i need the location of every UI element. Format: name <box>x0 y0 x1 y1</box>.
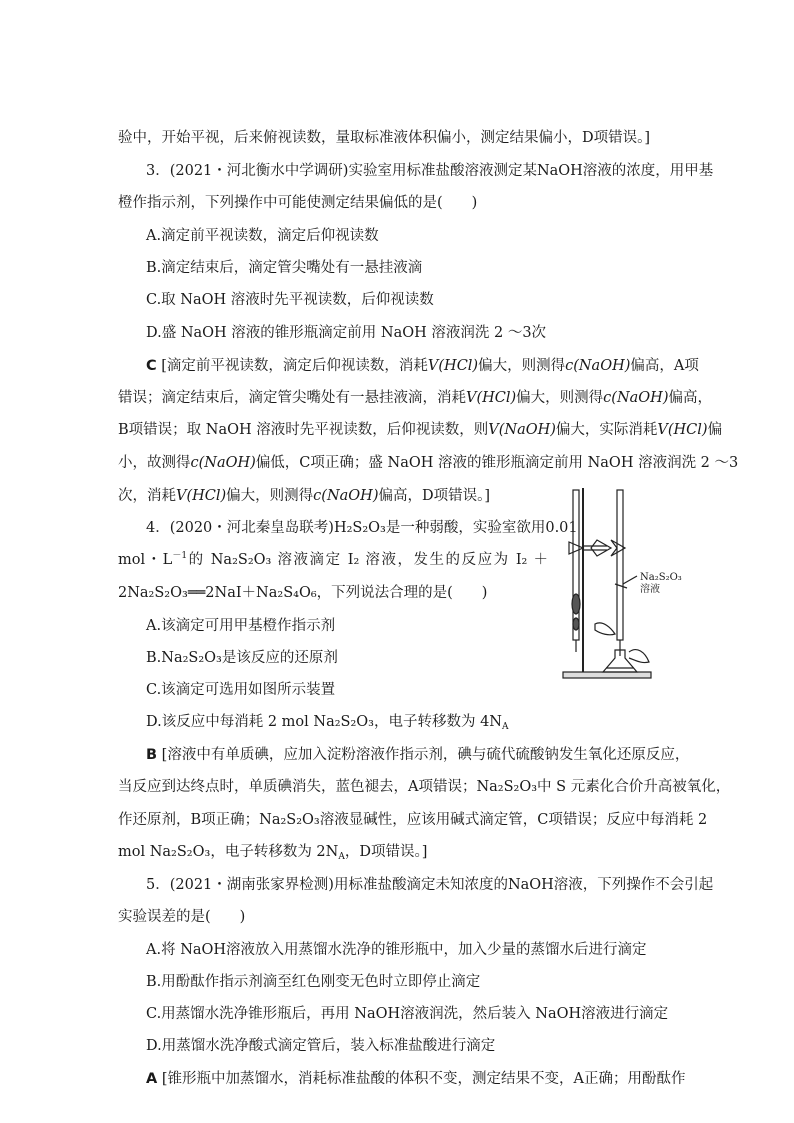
q3-option-a: A.滴定前平视读数，滴定后仰视读数 <box>146 228 379 244</box>
intro-tail-line: 验中，开始平视，后来俯视读数，量取标准液体积偏小，测定结果偏小，D项错误。] <box>118 130 651 146</box>
figure-label: Na₂S₂O₃ 溶液 <box>640 572 682 595</box>
q4-explanation-line-3: 作还原剂，B项正确；Na₂S₂O₃溶液显碱性，应该用碱式滴定管，C项错误；反应中每消耗 2 <box>118 812 708 828</box>
q5-option-a: A.将 NaOH溶液放入用蒸馏水洗净的锥形瓶中，加入少量的蒸馏水后进行滴定 <box>146 942 647 958</box>
q4-stem-line-1: 4．(2020・河北秦皇岛联考)H₂S₂O₃是一种弱酸，实验室欲用0.01 <box>146 520 578 536</box>
q3-option-c: C.取 NaOH 溶液时先平视读数，后仰视读数 <box>146 292 434 308</box>
q5-option-c: C.用蒸馏水洗净锥形瓶后，再用 NaOH溶液润洗，然后装入 NaOH溶液进行滴定 <box>146 1006 669 1022</box>
q3-option-b: B.滴定结束后，滴定管尖嘴处有一悬挂液滴 <box>146 260 423 276</box>
q4-option-a: A.该滴定可用甲基橙作指示剂 <box>146 618 336 634</box>
q3-explanation-line-3: B项错误；取 NaOH 溶液时先平视读数，后仰视读数，则V(NaOH)偏大，实际消耗V(HCl)偏 <box>118 422 723 438</box>
q5-stem-line-1: 5．(2021・湖南张家界检测)用标准盐酸滴定未知浓度的NaOH溶液，下列操作不会引起 <box>146 877 714 893</box>
q3-explanation-line-2: 错误；滴定结束后，滴定管尖嘴处有一悬挂液滴，消耗V(HCl)偏大，则测得c(NaOH)偏高， <box>118 390 712 406</box>
q3-option-d: D.盛 NaOH 溶液的锥形瓶滴定前用 NaOH 溶液润洗 2 ～3次 <box>146 325 547 341</box>
q4-explanation-line-4: mol Na₂S₂O₃，电子转移数为 $2N_A$，D项错误。] <box>118 844 428 862</box>
q3-explanation-line-1: C [滴定前平视读数，滴定后仰视读数，消耗V(HCl)偏大，则测得c(NaOH)偏高，A项 <box>146 358 699 374</box>
q5-option-b: B.用酚酞作指示剂滴至红色刚变无色时立即停止滴定 <box>146 974 481 990</box>
q3-stem-line-2: 橙作指示剂，下列操作中可能使测定结果偏低的是( ) <box>118 195 478 211</box>
q5-answer-letter: A <box>146 1071 158 1087</box>
q4-stem-line-3: 2Na₂S₂O₃══2NaI＋Na₂S₄O₆，下列说法合理的是( ) <box>118 585 488 601</box>
q4-explanation-line-2: 当反应到达终点时，单质碘消失，蓝色褪去，A项错误；Na₂S₂O₃中 S 元素化合价升高被氧化， <box>118 779 731 795</box>
q4-answer-letter: B <box>146 747 158 763</box>
q4-option-c: C.该滴定可选用如图所示装置 <box>146 682 336 698</box>
q4-stem-line-2: mol・$L^{-1}$的 Na₂S₂O₃ 溶液滴定 I₂ 溶液，发生的反应为 I₂ ＋ <box>118 551 549 568</box>
q4-explanation-line-1: B [溶液中有单质碘，应加入淀粉溶液作指示剂，碘与硫代硫酸钠发生氧化还原反应， <box>146 747 690 763</box>
q3-stem-line-1: 3．(2021・河北衡水中学调研)实验室用标准盐酸溶液测定某NaOH溶液的浓度，用甲基 <box>146 163 714 179</box>
q3-explanation-line-4: 小，故测得c(NaOH)偏低，C项正确；盛 NaOH 溶液的锥形瓶滴定前用 NaOH 溶液润洗 2 ～3 <box>118 455 739 471</box>
q5-explanation-line-1: A [锥形瓶中加蒸馏水，消耗标准盐酸的体积不变，测定结果不变，A正确；用酚酞作 <box>146 1071 686 1087</box>
q3-explanation-line-5: 次，消耗V(HCl)偏大，则测得c(NaOH)偏高，D项错误。] <box>118 488 491 504</box>
q4-option-b: B.Na₂S₂O₃是该反应的还原剂 <box>146 650 338 666</box>
q5-option-d: D.用蒸馏水洗净酸式滴定管后，装入标准盐酸进行滴定 <box>146 1038 496 1054</box>
q4-option-d: D.该反应中每消耗 2 mol Na₂S₂O₃，电子转移数为 $4N_A$ <box>146 714 509 732</box>
q5-stem-line-2: 实验误差的是( ) <box>118 909 246 925</box>
q3-answer-letter: C <box>146 358 157 374</box>
